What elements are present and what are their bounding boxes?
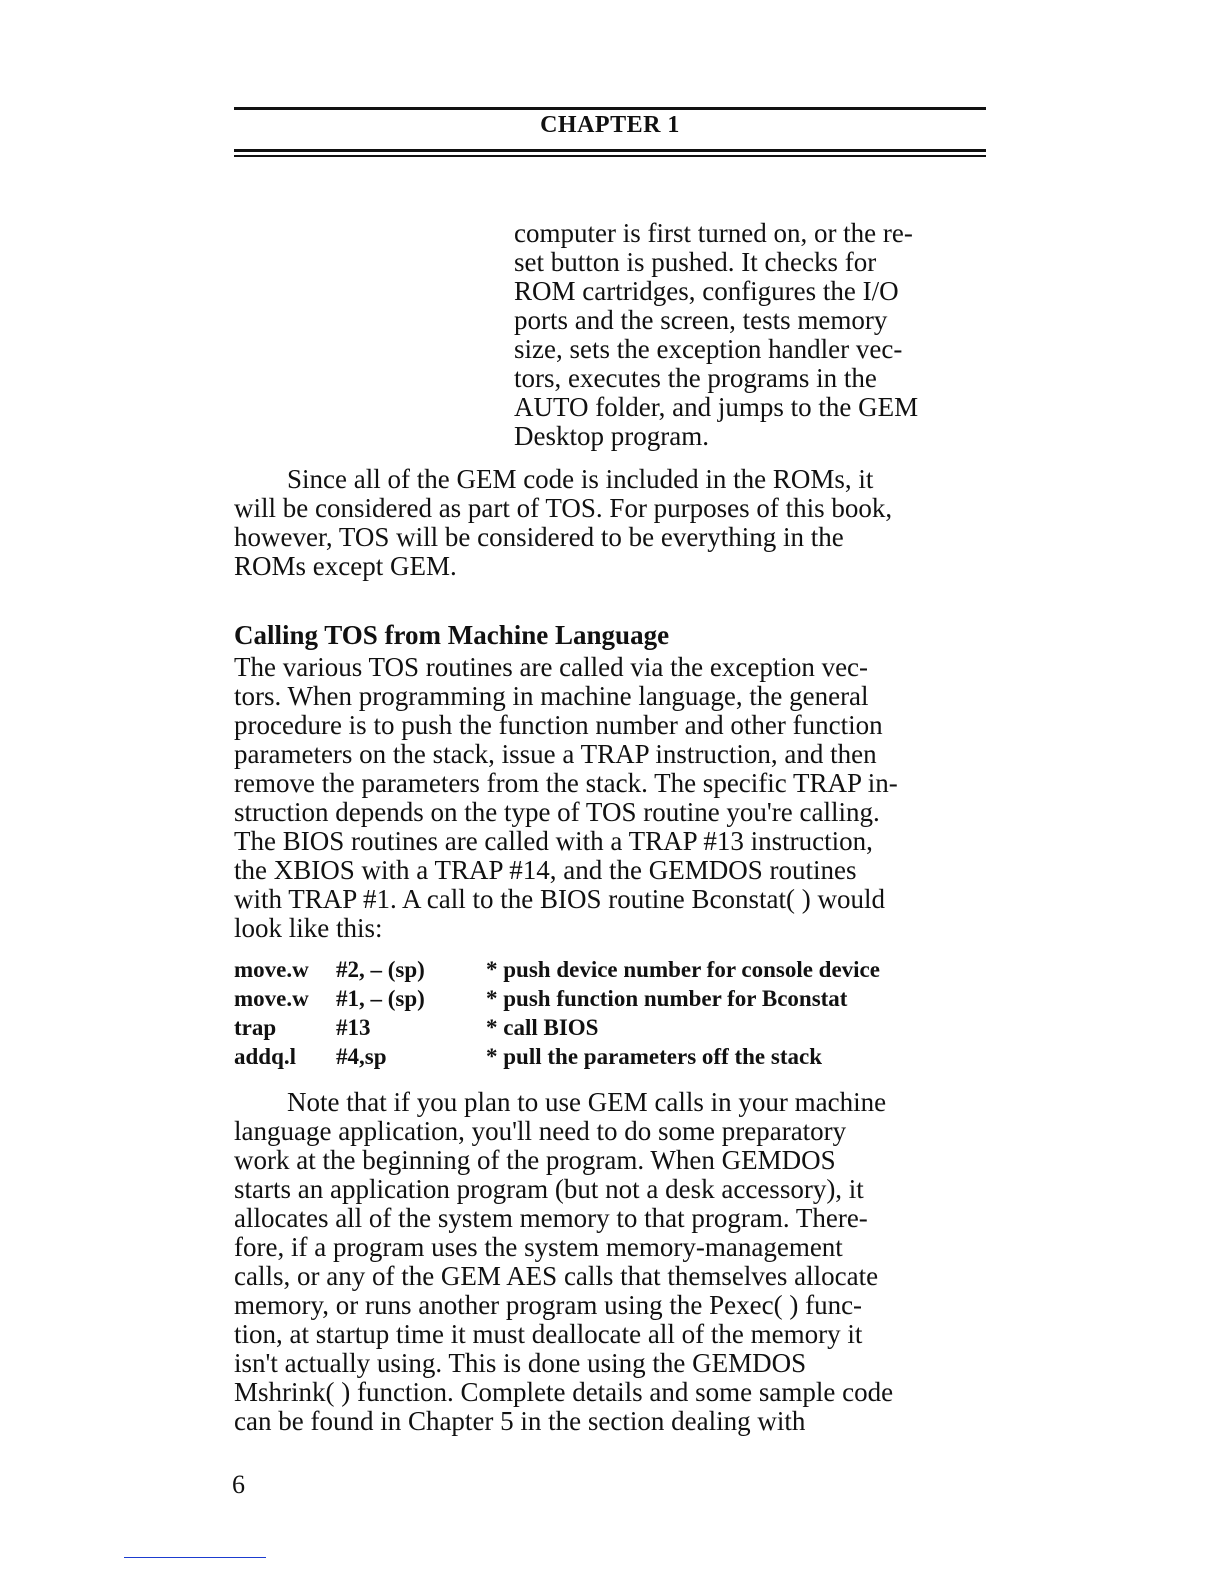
text-line: with TRAP #1. A call to the BIOS routine Bconstat( ) would: [234, 884, 885, 914]
text-line: AUTO folder, and jumps to the GEM: [514, 392, 919, 422]
text-line: Since all of the GEM code is included in the ROMs, it: [287, 464, 874, 494]
code-op: addq.l: [234, 1044, 297, 1069]
code-row: [234, 957, 880, 986]
text-line: size, sets the exception handler vec-: [514, 334, 903, 364]
text-line: procedure is to push the function number and other function: [234, 710, 883, 740]
paragraph-trap-calls: [234, 653, 898, 943]
text-line: can be found in Chapter 5 in the section dealing with: [234, 1406, 806, 1436]
text-line: remove the parameters from the stack. The specific TRAP in-: [234, 768, 898, 798]
code-row: [234, 1015, 880, 1044]
code-comment: * push device number for console device: [486, 957, 880, 982]
text-line: tors. When programming in machine language, the general: [234, 681, 869, 711]
text-line: work at the beginning of the program. When GEMDOS: [234, 1145, 836, 1175]
text-line: computer is first turned on, or the re-: [514, 218, 913, 248]
text-line: isn't actually using. This is done using the GEMDOS: [234, 1348, 807, 1378]
header-top-rule: [234, 107, 986, 110]
header-double-rule-1: [234, 149, 986, 152]
code-row: [234, 1044, 880, 1073]
text-line: tion, at startup time it must deallocate all of the memory it: [234, 1319, 863, 1349]
code-arg: #4,sp: [336, 1044, 387, 1069]
text-line: ROM cartridges, configures the I/O: [514, 276, 899, 306]
text-line: memory, or runs another program using the Pexec( ) func-: [234, 1290, 863, 1320]
text-line: ports and the screen, tests memory: [514, 305, 888, 335]
text-line: tors, executes the programs in the: [514, 363, 877, 393]
text-line: allocates all of the system memory to that program. There-: [234, 1203, 868, 1233]
text-line: look like this:: [234, 913, 383, 943]
code-op: move.w: [234, 957, 309, 982]
text-line: fore, if a program uses the system memory-management: [234, 1232, 843, 1262]
text-line: struction depends on the type of TOS routine you're calling.: [234, 797, 880, 827]
code-row: [234, 986, 880, 1015]
text-line: however, TOS will be considered to be everything in the: [234, 522, 844, 552]
code-arg: #1, – (sp): [336, 986, 425, 1011]
text-line: ROMs except GEM.: [234, 551, 457, 581]
chapter-title: CHAPTER 1: [540, 112, 680, 138]
text-line: parameters on the stack, issue a TRAP instruction, and then: [234, 739, 877, 769]
code-comment: * pull the parameters off the stack: [486, 1044, 823, 1069]
text-line: set button is pushed. It checks for: [514, 247, 877, 277]
text-line: starts an application program (but not a desk accessory), it: [234, 1174, 864, 1204]
code-arg: #2, – (sp): [336, 957, 425, 982]
paragraph-gem-setup: [234, 1088, 893, 1436]
text-line: calls, or any of the GEM AES calls that themselves allocate: [234, 1261, 879, 1291]
code-comment: * call BIOS: [486, 1015, 599, 1040]
text-line: The various TOS routines are called via the exception vec-: [234, 652, 869, 682]
code-arg: #13: [336, 1015, 371, 1040]
code-listing: [234, 957, 880, 1073]
page-number: 6: [232, 1470, 245, 1499]
text-line: The BIOS routines are called with a TRAP #13 instruction,: [234, 826, 873, 856]
code-op: move.w: [234, 986, 309, 1011]
header-double-rule-2: [234, 155, 986, 157]
text-line: will be considered as part of TOS. For purposes of this book,: [234, 493, 893, 523]
section-heading: Calling TOS from Machine Language: [234, 620, 670, 650]
paragraph-gem-rom: [234, 465, 892, 581]
code-comment: * push function number for Bconstat: [486, 986, 848, 1011]
code-op: trap: [234, 1015, 277, 1040]
text-line: the XBIOS with a TRAP #14, and the GEMDOS routines: [234, 855, 857, 885]
scan-edge-line: [124, 1557, 266, 1558]
text-line: Desktop program.: [514, 421, 709, 451]
intro-block: [514, 219, 918, 451]
text-line: Note that if you plan to use GEM calls in your machine: [287, 1087, 887, 1117]
text-line: Mshrink( ) function. Complete details and some sample code: [234, 1377, 894, 1407]
text-line: language application, you'll need to do some preparatory: [234, 1116, 847, 1146]
